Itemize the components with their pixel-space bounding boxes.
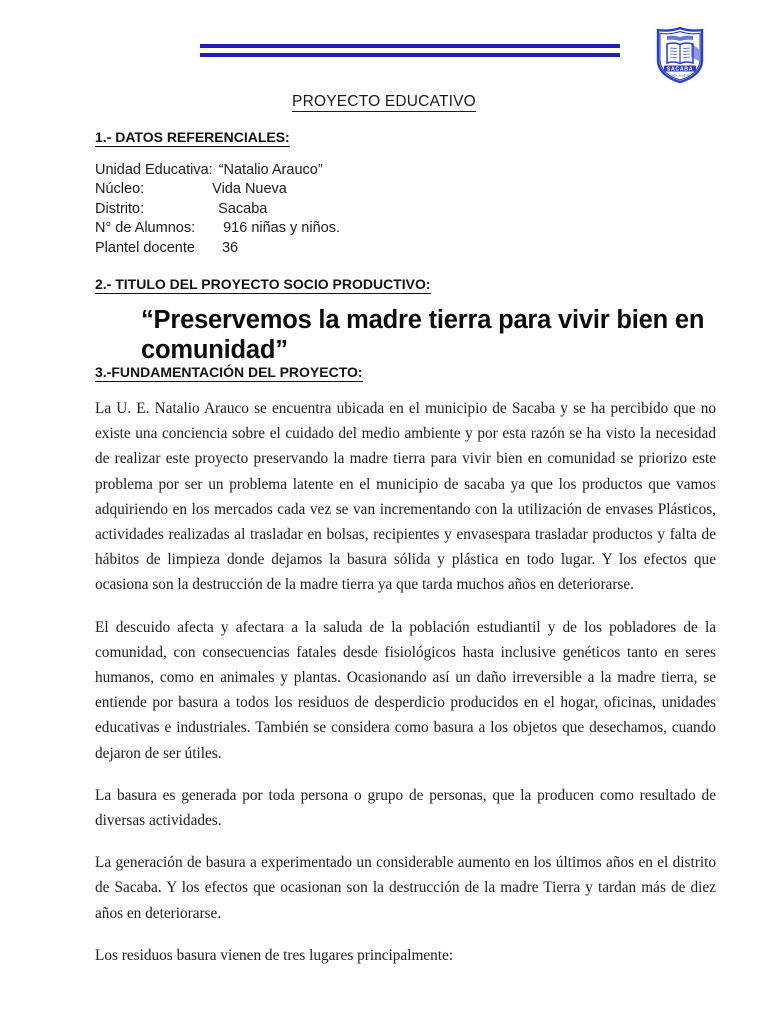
referential-data-row	[95, 180, 340, 199]
referential-data-row	[95, 219, 340, 238]
referential-data-label: Núcleo:	[95, 181, 145, 198]
section-heading-2-text: 2.- TITULO DEL PROYECTO SOCIO PRODUCTIVO:	[95, 276, 431, 292]
body-paragraph: La U. E. Natalio Arauco se encuentra ubicada en el municipio de Sacaba y se ha percibido que no existe una conciencia sobre el cuidado del medio ambiente y por esta razón se ha visto la necesidad de realizar este proyecto preservando la madre tierra para vivir bien en comunidad se priorizo este problema por ser un problema latente en el municipio de sacaba ya que los productos que vamos adquiriendo en los mercados cada vez se van incrementando con la utilización de envases Plásticos, actividades realizadas al trasladar en bolsas, recipientes y envasespara trasladar productos y falta de hábitos de limpieza donde dejamos la basura sólida y plástica en todo lugar. Y los efectos que ocasiona son la destrucción de la madre tierra ya que tarda muchos años en deteriorarse.	[95, 400, 716, 594]
body-paragraph: El descuido afecta y afectara a la saluda de la población estudiantil y de los pobladores de la comunidad, con consecuencias fatales desde fisiológicos hasta inclusive genéticos tanto en seres humanos, como en animales y plantas. Ocasionando así un daño irreversible a la madre tierra, se entiende por basura a todos los residuos de desperdicio producidos en el hogar, oficinas, unidades educativas e industriales. También se considera como basura a los objetos que desechamos, cuando dejaron de ser útiles.	[95, 618, 716, 762]
referential-data-label: N° de Alumnos:	[95, 220, 196, 237]
svg-text:VIDA NUEVA: VIDA NUEVA	[669, 73, 691, 78]
referential-data-row	[95, 239, 340, 258]
referential-data-value: 916 niñas y niños.	[223, 220, 340, 237]
referential-data-value: Vida Nueva	[212, 181, 287, 198]
body-paragraph: La basura es generada por toda persona o grupo de personas, que la producen como resultado de diversas actividades.	[95, 786, 716, 830]
referential-data-row	[95, 161, 340, 180]
referential-data-value: “Natalio Arauco”	[218, 162, 323, 178]
page-title	[0, 93, 768, 111]
referential-data-row	[95, 200, 340, 219]
section-heading-3-text: 3.-FUNDAMENTACIÓN DEL PROYECTO:	[95, 364, 363, 380]
header-double-rule	[200, 44, 620, 57]
referential-data-label: Plantel docente	[95, 239, 195, 256]
referential-data-label: Unidad Educativa:	[95, 162, 213, 178]
school-crest-icon	[655, 27, 705, 83]
section-heading-fundamentacion	[95, 364, 363, 380]
referential-data-list	[95, 161, 340, 258]
referential-data-value: Sacaba	[218, 200, 268, 217]
referential-data-value: 36	[221, 239, 239, 256]
svg-text:SACABA: SACABA	[666, 66, 694, 73]
referential-data-label: Distrito:	[95, 200, 145, 217]
section-heading-titulo-proyecto	[95, 276, 431, 292]
project-title: “Preservemos la madre tierra para vivir bien en comunidad”	[141, 306, 705, 364]
body-paragraph: Los residuos basura vienen de tres lugares principalmente:	[95, 946, 454, 964]
page-header	[0, 0, 768, 92]
body-text	[95, 396, 716, 968]
section-heading-1-text: 1.- DATOS REFERENCIALES:	[95, 129, 290, 145]
page-title-text: PROYECTO EDUCATIVO	[292, 93, 476, 110]
section-heading-datos-referenciales	[95, 129, 290, 145]
body-paragraph: La generación de basura a experimentado un considerable aumento en los últimos años en el distrito de Sacaba. Y los efectos que ocasionan son la destrucción de la madre Tierra y tardan más de diez años en deteriorarse.	[95, 854, 716, 922]
header-rule-bottom	[200, 53, 620, 57]
